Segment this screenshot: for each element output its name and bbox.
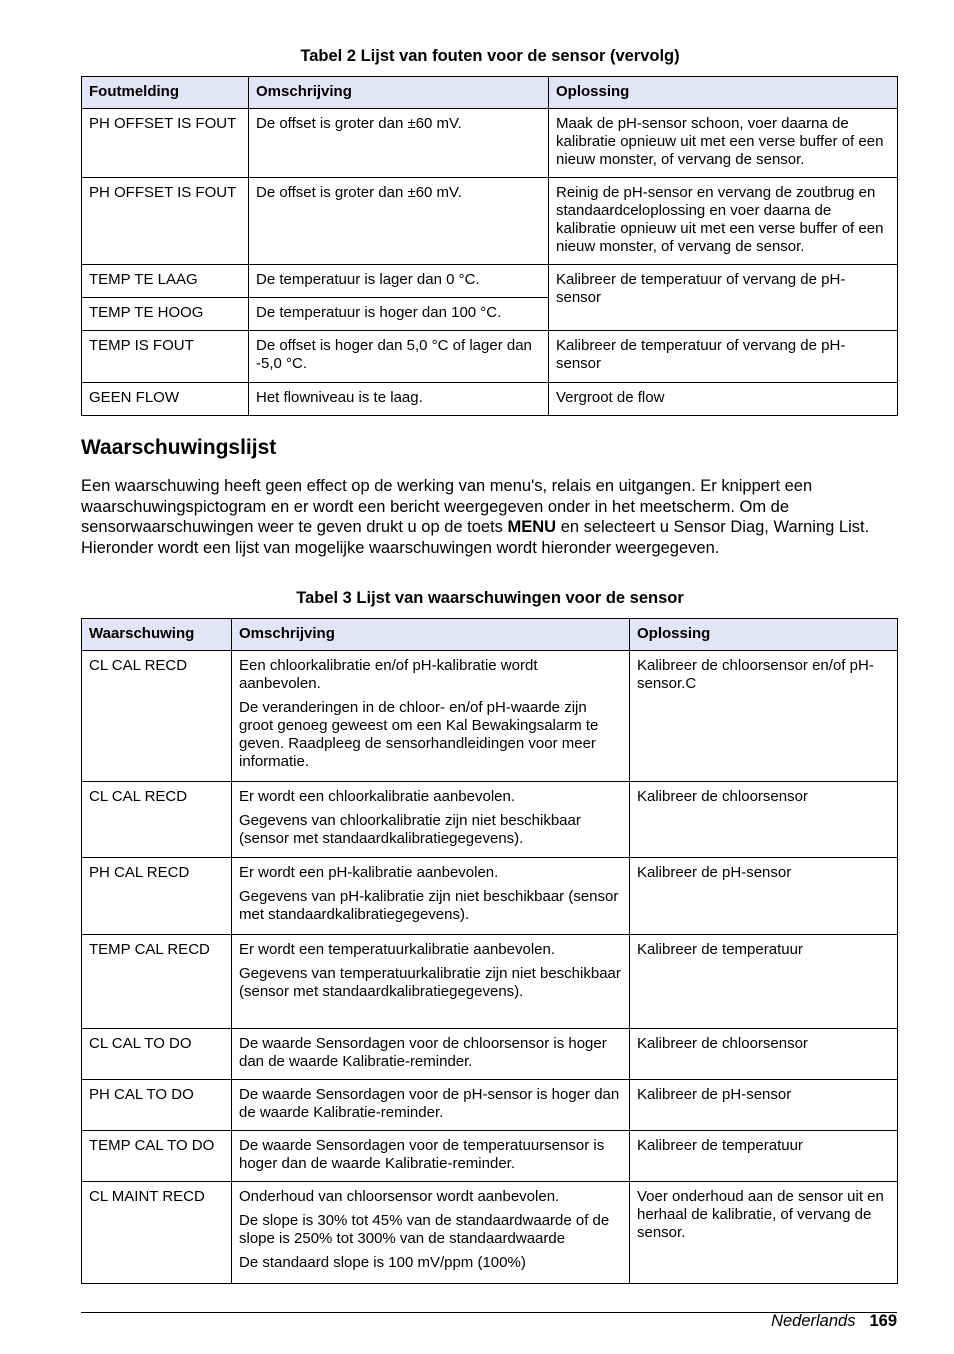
table-row [82,1131,898,1182]
error-solution: Vergroot de flow [549,383,898,416]
description-paragraph: De slope is 30% tot 45% van de standaardwaarde of de slope is 250% tot 300% van de standaardwaarde [239,1212,610,1247]
column-header-omschrijving: Omschrijving [232,619,630,651]
error-code: PH OFFSET IS FOUT [82,109,249,178]
error-description: De offset is groter dan ±60 mV. [249,109,549,178]
footer-language: Nederlands [771,1312,856,1330]
warning-description [232,782,630,858]
table-row [82,782,898,858]
table-row [82,651,898,782]
description-paragraph: Gegevens van chloorkalibratie zijn niet beschikbaar (sensor met standaardkalibratiegegevens). [239,812,581,847]
error-code: TEMP TE LAAG [82,265,249,298]
description-paragraph: Onderhoud van chloorsensor wordt aanbevolen. [239,1188,560,1205]
error-description: De offset is hoger dan 5,0 °C of lager dan -5,0 °C. [249,331,549,383]
table2-caption: Tabel 2 Lijst van fouten voor de sensor (vervolg) [300,47,680,65]
error-table [81,76,898,416]
warning-code: PH CAL TO DO [82,1080,232,1131]
warning-description [232,1131,630,1182]
warning-code: TEMP CAL TO DO [82,1131,232,1182]
warning-description [232,651,630,782]
description-paragraph: Een chloorkalibratie en/of pH-kalibratie wordt aanbevolen. [239,657,538,692]
error-description: De offset is groter dan ±60 mV. [249,178,549,265]
table-row [82,1080,898,1131]
paragraph-text-start: Een waarschuwing heeft geen effect op de werking van menu's, relais en uitgangen. Er knippert een waarschuwingspictogram en er wordt een bericht weergegeven onder in het meetscherm. Om de sensorwaarschuwingen weer te geven drukt u op de toets [81,477,813,536]
description-paragraph: Gegevens van temperatuurkalibratie zijn niet beschikbaar (sensor met standaardkalibratiegegevens). [239,965,621,1000]
warning-code: CL CAL TO DO [82,1029,232,1080]
column-header-oplossing: Oplossing [549,77,898,109]
warning-solution: Kalibreer de chloorsensor en/of pH-sensor.C [630,651,898,782]
warning-description [232,935,630,1029]
error-code: PH OFFSET IS FOUT [82,178,249,265]
description-paragraph: Er wordt een temperatuurkalibratie aanbevolen. [239,941,556,958]
warning-solution: Kalibreer de pH-sensor [630,1080,898,1131]
warning-code: CL MAINT RECD [82,1182,232,1284]
table-header-row [82,619,898,651]
error-solution: Reinig de pH-sensor en vervang de zoutbrug en standaardceloplossing en voer daarna de kalibratie opnieuw uit met een verse buffer of een nieuw monster, of vervang de sensor. [549,178,898,265]
column-header-foutmelding: Foutmelding [82,77,249,109]
description-paragraph: De veranderingen in de chloor- en/of pH-waarde zijn groot genoeg geweest om een Kal Bewakingsalarm te geven. Raadpleeg de sensorhandleidingen voor meer informatie. [239,699,599,770]
description-paragraph: Gegevens van pH-kalibratie zijn niet beschikbaar (sensor met standaardkalibratiegegevens). [239,888,619,923]
table-row [82,935,898,1029]
warning-description [232,1029,630,1080]
warning-description [232,1182,630,1284]
warning-code: PH CAL RECD [82,858,232,935]
table-header-row [82,77,898,109]
warning-solution: Kalibreer de pH-sensor [630,858,898,935]
page-number: 169 [869,1312,897,1330]
description-paragraph: De waarde Sensordagen voor de temperatuursensor is hoger dan de waarde Kalibratie-reminder. [239,1137,605,1172]
error-description: De temperatuur is lager dan 0 °C. [249,265,549,298]
description-paragraph: Er wordt een chloorkalibratie aanbevolen. [239,788,515,805]
description-paragraph: Er wordt een pH-kalibratie aanbevolen. [239,864,499,881]
warning-solution: Kalibreer de chloorsensor [630,1029,898,1080]
warning-solution: Kalibreer de temperatuur [630,935,898,1029]
column-header-oplossing: Oplossing [630,619,898,651]
menu-key-label: MENU [507,518,557,536]
table-row [82,383,898,416]
table-row [82,1029,898,1080]
warning-description [232,858,630,935]
error-solution: Maak de pH-sensor schoon, voer daarna de kalibratie opnieuw uit met een verse buffer of een nieuw monster, of vervang de sensor. [549,109,898,178]
error-code: TEMP IS FOUT [82,331,249,383]
table-row [82,858,898,935]
error-code: GEEN FLOW [82,383,249,416]
column-header-waarschuwing: Waarschuwing [82,619,232,651]
error-solution: Kalibreer de temperatuur of vervang de pH-sensor [549,265,898,331]
column-header-omschrijving: Omschrijving [249,77,549,109]
warning-solution: Kalibreer de chloorsensor [630,782,898,858]
section-heading: Waarschuwingslijst [81,436,277,459]
error-description: Het flowniveau is te laag. [249,383,549,416]
table-row [82,109,898,178]
error-code: TEMP TE HOOG [82,298,249,331]
intro-paragraph [81,476,901,558]
warning-code: CL CAL RECD [82,782,232,858]
table-row [82,178,898,265]
description-paragraph: De standaard slope is 100 mV/ppm (100%) [239,1254,526,1271]
warning-solution: Voer onderhoud aan de sensor uit en herhaal de kalibratie, of vervang de sensor. [630,1182,898,1284]
table-row [82,331,898,383]
table-row [82,265,898,298]
paragraph-text-end: en selecteert u Sensor Diag, Warning List. Hieronder wordt een lijst van mogelijke waarschuwingen wordt hieronder weergegeven. [81,518,870,557]
error-description: De temperatuur is hoger dan 100 °C. [249,298,549,331]
warning-solution: Kalibreer de temperatuur [630,1131,898,1182]
table3-caption: Tabel 3 Lijst van waarschuwingen voor de sensor [296,589,684,607]
description-paragraph: De waarde Sensordagen voor de pH-sensor is hoger dan de waarde Kalibratie-reminder. [239,1086,620,1121]
warning-code: TEMP CAL RECD [82,935,232,1029]
warning-code: CL CAL RECD [82,651,232,782]
error-solution: Kalibreer de temperatuur of vervang de pH-sensor [549,331,898,383]
page-footer [771,1312,897,1331]
description-paragraph: De waarde Sensordagen voor de chloorsensor is hoger dan de waarde Kalibratie-reminder. [239,1035,607,1070]
warning-table [81,618,898,1284]
table-row [82,1182,898,1284]
warning-description [232,1080,630,1131]
